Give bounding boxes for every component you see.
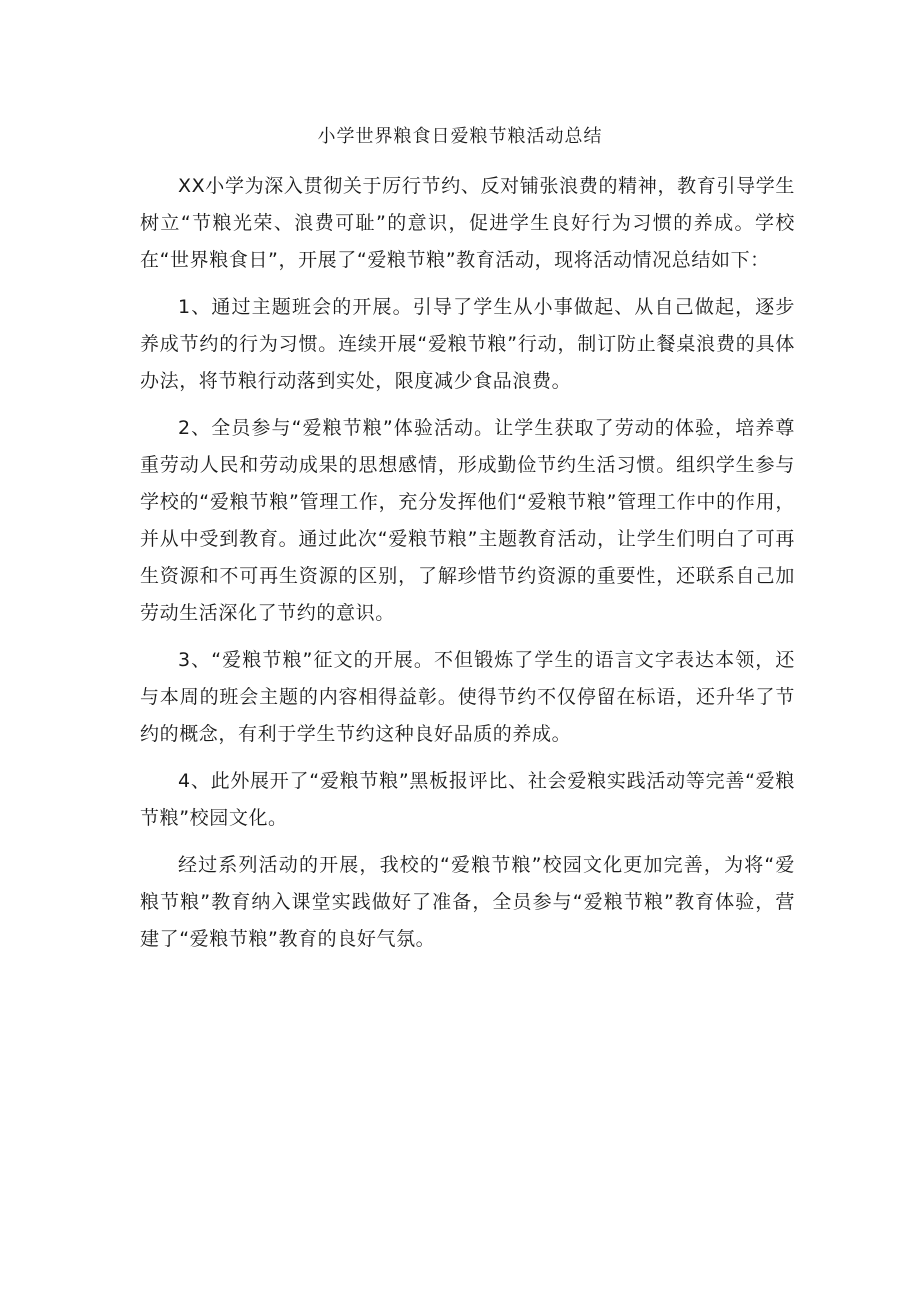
paragraph-conclusion: 经过系列活动的开展，我校的“爱粮节粮”校园文化更加完善，为将“爱粮节粮”教育纳入课堂实践做好了准备，全员参与“爱粮节粮”教育体验，营建了“爱粮节粮”教育的良好气氛。	[140, 854, 795, 950]
document-body	[140, 168, 795, 968]
paragraph-intro: XX小学为深入贯彻关于厉行节约、反对铺张浪费的精神，教育引导学生树立“节粮光荣、浪费可耻”的意识，促进学生良好行为习惯的养成。学校在“世界粮食日”，开展了“爱粮节粮”教育活动，现将活动情况总结如下：	[140, 175, 795, 271]
paragraph-item-4: 4、此外展开了“爱粮节粮”黑板报评比、社会爱粮实践活动等完善“爱粮节粮”校园文化。	[140, 770, 795, 829]
paragraph-item-1: 1、通过主题班会的开展。引导了学生从小事做起、从自己做起，逐步养成节约的行为习惯。连续开展“爱粮节粮”行动，制订防止餐桌浪费的具体办法，将节粮行动落到实处，限度减少食品浪费。	[140, 296, 795, 392]
paragraph-item-2: 2、全员参与“爱粮节粮”体验活动。让学生获取了劳动的体验，培养尊重劳动人民和劳动成果的思想感情，形成勤俭节约生活习惯。组织学生参与学校的“爱粮节粮”管理工作，充分发挥他们“爱粮节粮”管理工作中的作用，并从中受到教育。通过此次“爱粮节粮”主题教育活动，让学生们明白了可再生资源和不可再生资源的区别，了解珍惜节约资源的重要性，还联系自己加劳动生活深化了节约的意识。	[140, 417, 795, 624]
paragraph-item-3: 3、“爱粮节粮”征文的开展。不但锻炼了学生的语言文字表达本领，还与本周的班会主题的内容相得益彰。使得节约不仅停留在标语，还升华了节约的概念，有利于学生节约这种良好品质的养成。	[140, 649, 795, 745]
document-title: 小学世界粮食日爱粮节粮活动总结	[317, 126, 603, 147]
